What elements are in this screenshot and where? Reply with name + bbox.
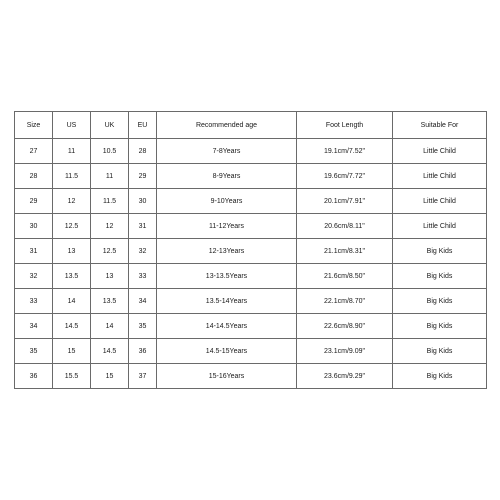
cell-eu: 28 xyxy=(129,139,157,164)
cell-eu: 30 xyxy=(129,189,157,214)
cell-uk: 15 xyxy=(91,364,129,389)
table-row xyxy=(15,289,487,314)
cell-recommended-age: 14-14.5Years xyxy=(157,314,297,339)
cell-uk: 12.5 xyxy=(91,239,129,264)
cell-eu: 29 xyxy=(129,164,157,189)
header-uk: UK xyxy=(91,112,129,139)
table-row xyxy=(15,214,487,239)
cell-recommended-age: 13.5-14Years xyxy=(157,289,297,314)
cell-foot-length: 19.6cm/7.72" xyxy=(297,164,393,189)
cell-recommended-age: 7-8Years xyxy=(157,139,297,164)
cell-uk: 10.5 xyxy=(91,139,129,164)
cell-recommended-age: 9-10Years xyxy=(157,189,297,214)
cell-us: 12 xyxy=(53,189,91,214)
table-row xyxy=(15,164,487,189)
cell-recommended-age: 8-9Years xyxy=(157,164,297,189)
table-row xyxy=(15,339,487,364)
cell-uk: 13.5 xyxy=(91,289,129,314)
cell-eu: 31 xyxy=(129,214,157,239)
cell-us: 12.5 xyxy=(53,214,91,239)
header-size: Size xyxy=(15,112,53,139)
header-foot-length: Foot Length xyxy=(297,112,393,139)
cell-size: 29 xyxy=(15,189,53,214)
cell-uk: 11 xyxy=(91,164,129,189)
header-suitable-for: Suitable For xyxy=(393,112,487,139)
table-row xyxy=(15,189,487,214)
header-eu: EU xyxy=(129,112,157,139)
cell-uk: 13 xyxy=(91,264,129,289)
cell-uk: 11.5 xyxy=(91,189,129,214)
cell-eu: 37 xyxy=(129,364,157,389)
cell-size: 31 xyxy=(15,239,53,264)
cell-eu: 33 xyxy=(129,264,157,289)
cell-size: 28 xyxy=(15,164,53,189)
size-chart-table xyxy=(14,111,487,389)
cell-foot-length: 20.1cm/7.91" xyxy=(297,189,393,214)
cell-foot-length: 20.6cm/8.11" xyxy=(297,214,393,239)
cell-uk: 12 xyxy=(91,214,129,239)
cell-suitable-for: Little Child xyxy=(393,189,487,214)
cell-us: 14 xyxy=(53,289,91,314)
cell-us: 13.5 xyxy=(53,264,91,289)
table-row xyxy=(15,139,487,164)
header-recommended-age: Recommended age xyxy=(157,112,297,139)
table-row xyxy=(15,314,487,339)
cell-us: 13 xyxy=(53,239,91,264)
cell-foot-length: 21.6cm/8.50" xyxy=(297,264,393,289)
cell-size: 30 xyxy=(15,214,53,239)
cell-us: 11.5 xyxy=(53,164,91,189)
cell-suitable-for: Little Child xyxy=(393,139,487,164)
cell-recommended-age: 11-12Years xyxy=(157,214,297,239)
table-row xyxy=(15,364,487,389)
cell-foot-length: 23.1cm/9.09" xyxy=(297,339,393,364)
cell-recommended-age: 13-13.5Years xyxy=(157,264,297,289)
cell-suitable-for: Little Child xyxy=(393,214,487,239)
cell-recommended-age: 14.5-15Years xyxy=(157,339,297,364)
cell-size: 34 xyxy=(15,314,53,339)
cell-us: 15 xyxy=(53,339,91,364)
cell-uk: 14 xyxy=(91,314,129,339)
cell-foot-length: 23.6cm/9.29" xyxy=(297,364,393,389)
cell-recommended-age: 15-16Years xyxy=(157,364,297,389)
table-row xyxy=(15,239,487,264)
cell-size: 35 xyxy=(15,339,53,364)
cell-suitable-for: Big Kids xyxy=(393,314,487,339)
cell-eu: 32 xyxy=(129,239,157,264)
cell-foot-length: 22.6cm/8.90" xyxy=(297,314,393,339)
cell-foot-length: 21.1cm/8.31" xyxy=(297,239,393,264)
cell-eu: 36 xyxy=(129,339,157,364)
cell-eu: 34 xyxy=(129,289,157,314)
cell-recommended-age: 12-13Years xyxy=(157,239,297,264)
cell-suitable-for: Big Kids xyxy=(393,264,487,289)
cell-foot-length: 22.1cm/8.70" xyxy=(297,289,393,314)
table-row xyxy=(15,264,487,289)
cell-suitable-for: Little Child xyxy=(393,164,487,189)
header-us: US xyxy=(53,112,91,139)
cell-eu: 35 xyxy=(129,314,157,339)
cell-size: 32 xyxy=(15,264,53,289)
cell-size: 36 xyxy=(15,364,53,389)
cell-suitable-for: Big Kids xyxy=(393,339,487,364)
header-row xyxy=(15,112,487,139)
cell-suitable-for: Big Kids xyxy=(393,239,487,264)
cell-foot-length: 19.1cm/7.52" xyxy=(297,139,393,164)
cell-us: 11 xyxy=(53,139,91,164)
cell-us: 14.5 xyxy=(53,314,91,339)
cell-us: 15.5 xyxy=(53,364,91,389)
cell-suitable-for: Big Kids xyxy=(393,364,487,389)
cell-suitable-for: Big Kids xyxy=(393,289,487,314)
cell-size: 27 xyxy=(15,139,53,164)
cell-size: 33 xyxy=(15,289,53,314)
cell-uk: 14.5 xyxy=(91,339,129,364)
